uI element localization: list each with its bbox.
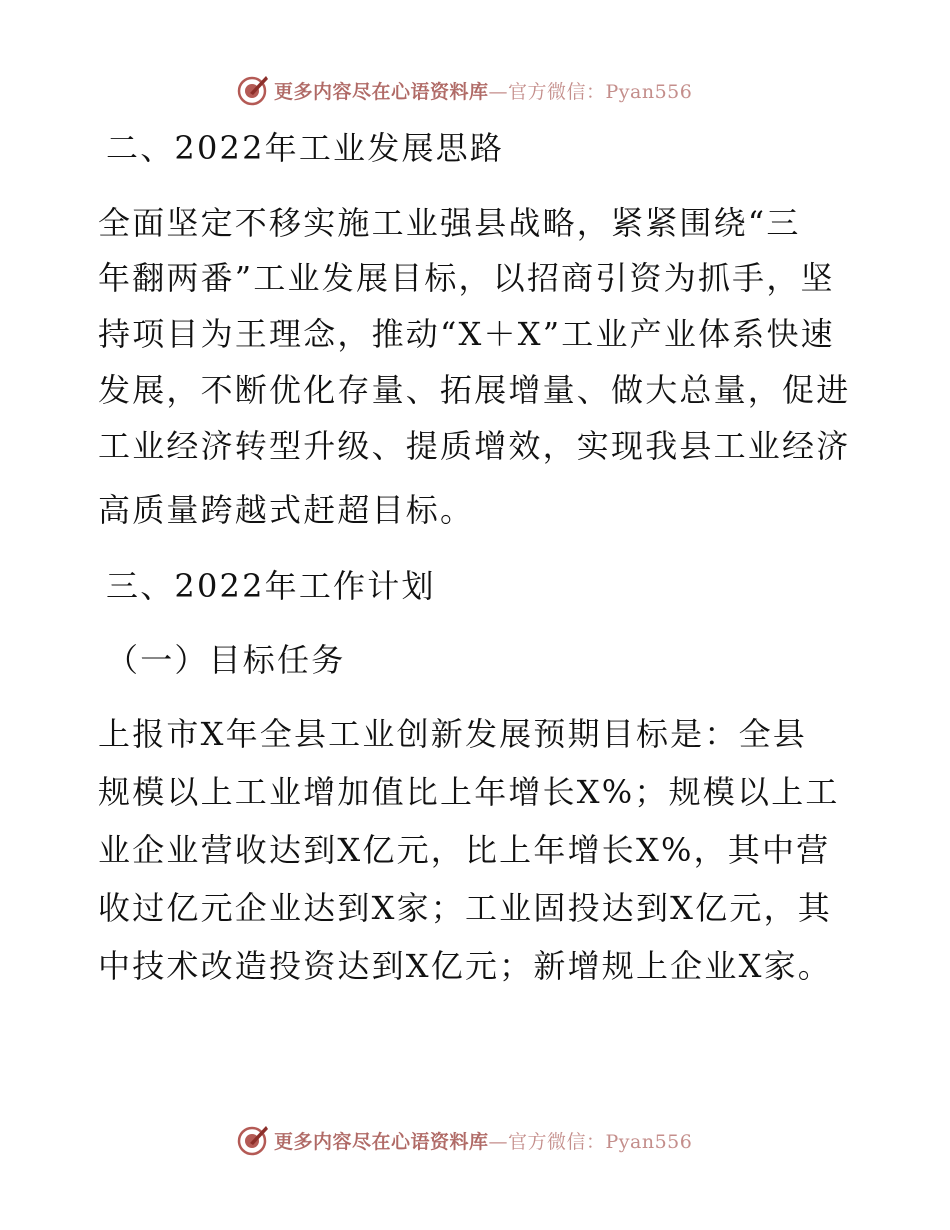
section-2-paragraph-line-3: 持项目为王理念，推动“X＋X”工业产业体系快速 bbox=[98, 315, 835, 353]
section-3-subheading: （一）目标任务 bbox=[106, 641, 346, 679]
section-2-paragraph-line-2: 年翻两番”工业发展目标，以招商引资为抓手，坚 bbox=[98, 259, 835, 297]
section-2-paragraph-line-6: 高质量跨越式赶超目标。 bbox=[98, 491, 475, 529]
section-2-paragraph-line-5: 工业经济转型升级、提质增效，实现我县工业经济 bbox=[98, 427, 851, 465]
section-3-paragraph-line-3: 业企业营收达到X亿元，比上年增长X%，其中营 bbox=[98, 831, 831, 869]
section-3-heading: 三、2022年工作计划 bbox=[106, 567, 436, 605]
section-3-paragraph-line-5: 中技术改造投资达到X亿元；新增规上企业X家。 bbox=[98, 947, 832, 985]
watermark-main-text: 更多内容尽在心语资料库 bbox=[274, 1130, 489, 1153]
section-3-paragraph-line-2: 规模以上工业增加值比上年增长X%；规模以上工 bbox=[98, 773, 840, 811]
watermark-suffix-text: —官方微信：Pyan556 bbox=[488, 80, 693, 103]
watermark-suffix-text: —官方微信：Pyan556 bbox=[488, 1130, 693, 1153]
watermark-bottom bbox=[236, 1122, 692, 1158]
section-2-paragraph-line-1: 全面坚定不移实施工业强县战略，紧紧围绕“三 bbox=[98, 204, 801, 242]
section-2-heading: 二、2022年工业发展思路 bbox=[106, 129, 505, 167]
section-2-paragraph-line-4: 发展，不断优化存量、拓展增量、做大总量，促进 bbox=[98, 371, 851, 409]
quill-logo-icon bbox=[236, 73, 270, 107]
watermark-top bbox=[236, 72, 692, 108]
section-3-paragraph-line-4: 收过亿元企业达到X家；工业固投达到X亿元，其 bbox=[98, 889, 832, 927]
section-3-paragraph-line-1: 上报市X年全县工业创新发展预期目标是：全县 bbox=[98, 715, 807, 753]
watermark-main-text: 更多内容尽在心语资料库 bbox=[274, 80, 489, 103]
quill-logo-icon bbox=[236, 1123, 270, 1157]
